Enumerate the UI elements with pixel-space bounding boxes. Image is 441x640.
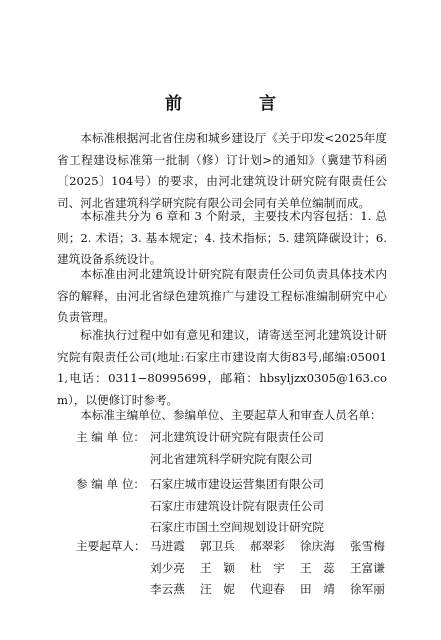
participating-units-list: [150, 474, 324, 539]
drafters-grid: [150, 536, 441, 601]
page-title: 前 言: [165, 94, 306, 114]
drafter-name: 田 靖: [300, 582, 335, 596]
chief-units-label: 主 编 单 位：: [76, 430, 146, 444]
drafter-name: 张雪梅: [350, 539, 385, 553]
drafter-name: 马进霞: [150, 539, 185, 553]
participating-unit-name: 石家庄市国土空间规划设计研究院: [150, 520, 324, 534]
drafters-row: [150, 579, 441, 601]
drafter-name: 王 蕊: [300, 560, 335, 575]
drafter-name: 郭卫兵: [200, 539, 235, 553]
drafter-name: 徐军丽: [350, 582, 385, 596]
drafter-name: 王富谦: [350, 560, 385, 575]
paragraph-feedback: 标准执行过程中如有意见和建议，请寄送至河北建筑设计研究院有限责任公司(地址:石家庄市建设南大街83号,邮编:050011,电话：0311−80995699，邮箱：hbsyljzx0305@163.com），以便修订时参考。: [57, 328, 387, 407]
participating-units-label: 参 编 单 位：: [76, 477, 146, 491]
drafter-name: 刘少亮: [150, 560, 185, 575]
participating-unit-name: 石家庄城市建设运营集团有限公司: [150, 477, 324, 491]
drafter-name: 杜 宇: [250, 560, 285, 575]
drafter-name: 汪 妮: [200, 582, 235, 596]
chief-units-list: [150, 427, 324, 470]
chief-unit-name: 河北省建筑科学研究院有限公司: [150, 451, 313, 466]
drafter-name: 王 颖: [200, 560, 235, 575]
paragraph-responsibility: 本标准由河北建筑设计研究院有限责任公司负责具体技术内容的解释，由河北省绿色建筑推广与建设工程标准编制研究中心负责管理。: [57, 267, 387, 324]
drafter-name: 郝翠彩: [250, 539, 285, 553]
drafter-name: 徐庆海: [300, 539, 335, 553]
drafters-row: [150, 536, 441, 558]
participating-unit-name: 石家庄市建筑设计院有限责任公司: [150, 498, 324, 513]
paragraph-contents: 本标准共分为 6 章和 3 个附录，主要技术内容包括：1. 总则；2. 术语；3. 基本规定；4. 技术指标；5. 建筑降碳设计；6. 建筑设备系统设计。: [57, 209, 387, 266]
drafter-name: 李云燕: [150, 582, 185, 596]
drafters-row: [150, 558, 441, 580]
drafters-label: 主要起草人：: [76, 539, 146, 553]
drafter-name: 代迎春: [250, 582, 285, 596]
paragraph-list-intro: 本标准主编单位、参编单位、主要起草人和审查人员名单：: [80, 408, 382, 422]
paragraph-origin: 本标准根据河北省住房和城乡建设厅《关于印发<2025年度省工程建设标准第一批制（修）订计划>的通知》（冀建节科函〔2025〕104号）的要求，由河北建筑设计研究院有限责任公司、河北省建筑科学研究院有限公司会同有关单位编制而成。: [57, 131, 387, 210]
chief-unit-name: 河北建筑设计研究院有限责任公司: [150, 430, 324, 444]
